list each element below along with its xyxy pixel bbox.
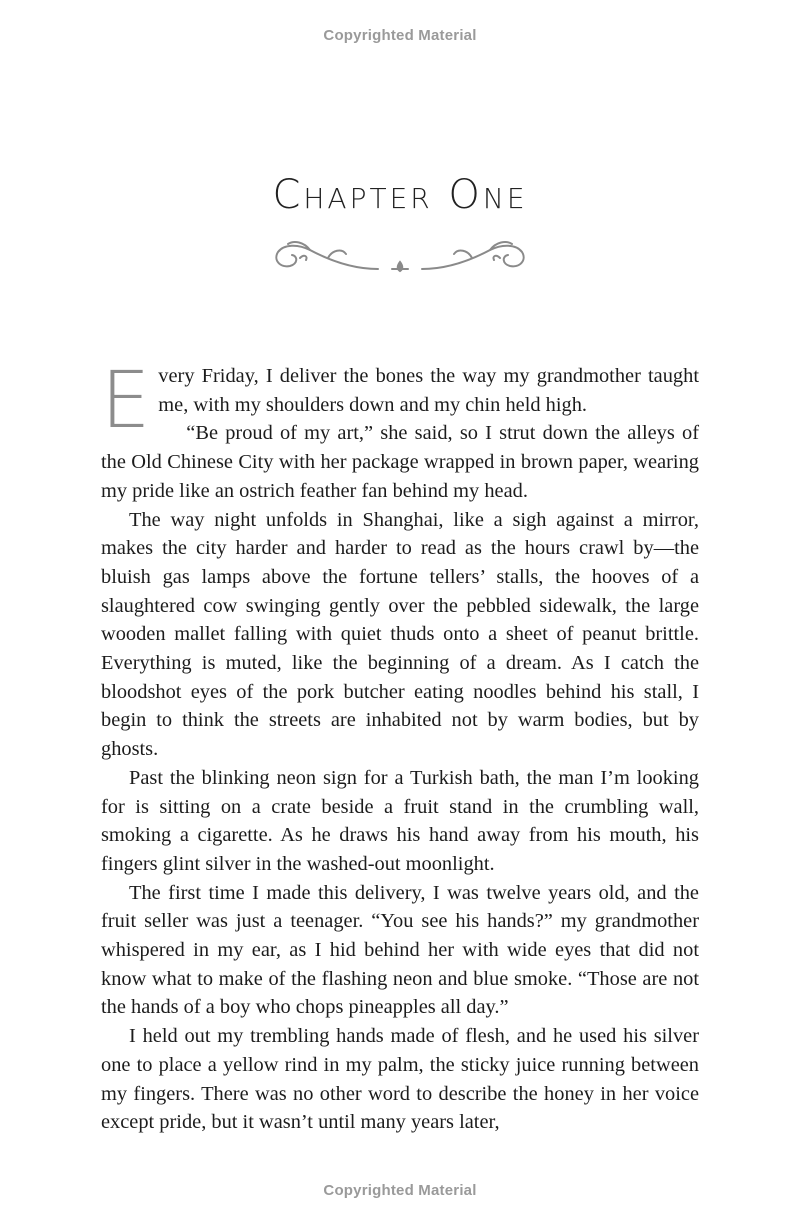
paragraph: “Be proud of my art,” she said, so I strut down the alleys of the Old Chinese City with her package wrapped in brown paper, wearing my pride like an ostrich feather fan behind my head. [101,422,699,502]
copyright-watermark-top: Copyrighted Material [323,27,477,44]
drop-cap: E [101,356,151,446]
paragraph: The first time I made this delivery, I was twelve years old, and the fruit seller was just a teenager. “You see his hands?” my grandmother whispered in my ear, as I hid behind her with wide eyes that did not know what to make of the flashing neon and blue smoke. “Those are not the hands of a boy who chops pineapples all day.” [101,881,699,1019]
chapter-title: Chapter One [272,172,528,218]
copyright-watermark-bottom: Copyrighted Material [323,1182,477,1199]
paragraph: The way night unfolds in Shanghai, like a sigh against a mirror, makes the city harder and harder to read as the hours crawl by—the bluish gas lamps above the fortune tellers’ stalls, the hooves of a slaughtered cow swinging gently over the pebbled sidewalk, the large wooden mallet falling with quiet thuds onto a sheet of peanut brittle. Everything is muted, like the beginning of a dream. As I catch the bloodshot eyes of the pork butcher eating noodles behind his stall, I begin to think the streets are inhabited not by warm bodies, but by ghosts. [101,508,699,761]
paragraph: Past the blinking neon sign for a Turkish bath, the man I’m looking for is sitting on a crate beside a fruit stand in the crumbling wall, smoking a cigarette. As he draws his hand away from his mouth, his fingers glint silver in the washed-out moonlight. [101,766,699,875]
chapter-body-text [101,356,699,1137]
flourish-divider-icon [270,236,530,276]
paragraph: I held out my trembling hands made of flesh, and he used his silver one to place a yellow rind in my palm, the sticky juice running between my fingers. There was no other word to describe the honey in her voice except pride, but it wasn’t until many years later, [101,1025,699,1134]
paragraph: Every Friday, I deliver the bones the way my grandmother taught me, with my shoulders down and my chin held high. [101,356,699,446]
